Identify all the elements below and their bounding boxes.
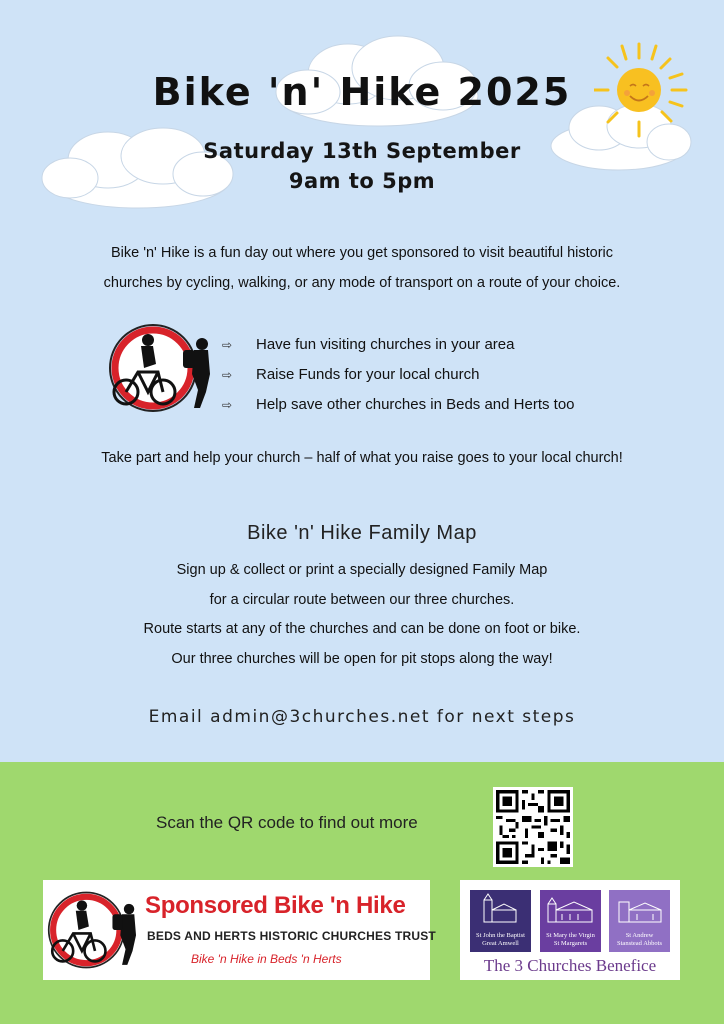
church-icon (470, 890, 531, 930)
list-item (222, 390, 575, 420)
intro-line: Bike 'n' Hike is a fun day out where you get sponsored to visit beautiful historic (110, 245, 614, 261)
church-icon (540, 890, 601, 930)
map-line: Route starts at any of the churches and can be done on foot or bike. (143, 621, 581, 637)
church-name: St Mary the Virgin (546, 932, 595, 939)
three-churches-logo (460, 880, 680, 980)
church-place: St Margarets (553, 940, 588, 947)
event-time: 9am to 5pm (288, 169, 436, 193)
benefice-name: The 3 Churches Benefice (483, 956, 657, 975)
bike-hike-trust-logo (43, 880, 436, 980)
arrow-right-icon: ⇨ (222, 398, 233, 412)
list-item (222, 330, 575, 360)
church-name: St John the Baptist (476, 932, 525, 939)
map-line: for a circular route between our three churches. (209, 591, 515, 608)
church-name: St Andrew (625, 932, 654, 939)
arrow-right-icon: ⇨ (222, 368, 233, 382)
church-icon (609, 890, 670, 930)
church-tile (540, 890, 601, 952)
email-contact[interactable]: Email admin@3churches.net for next steps (148, 707, 576, 727)
poster-title: Bike 'n' Hike 2025 (152, 70, 572, 114)
benefits-list (222, 330, 575, 420)
logo-title: Sponsored Bike 'n Hike (145, 892, 406, 919)
church-tile (609, 890, 670, 952)
intro-line: churches by cycling, walking, or any mode of transport on a route of your choice. (103, 275, 621, 291)
map-line: Our three churches will be open for pit stops along the way! (171, 650, 553, 667)
arrow-right-icon: ⇨ (222, 338, 233, 352)
family-map-description (0, 556, 724, 674)
logo-subtitle: BEDS AND HERTS HISTORIC CHURCHES TRUST (147, 929, 436, 943)
list-item (222, 360, 575, 390)
qr-code-icon[interactable] (493, 787, 573, 867)
map-line: Sign up & collect or print a specially designed Family Map (176, 562, 548, 578)
intro-paragraph (40, 238, 684, 298)
bike-hike-small-logo-icon (47, 884, 143, 976)
event-datetime (0, 136, 724, 196)
family-map-title: Bike 'n' Hike Family Map (247, 522, 477, 544)
church-place: Stanstead Abbots (617, 940, 662, 947)
church-tile (470, 890, 531, 952)
event-date: Saturday 13th September (203, 139, 521, 163)
list-item-text: Raise Funds for your local church (256, 366, 480, 383)
bike-hike-logo-icon (108, 322, 218, 414)
church-place: Great Amwell (482, 940, 519, 947)
list-item-text: Help save other churches in Beds and Herts too (256, 396, 575, 413)
take-part-text: Take part and help your church – half of what you raise goes to your local church! (101, 450, 623, 466)
list-item-text: Have fun visiting churches in your area (256, 336, 515, 353)
logo-tagline: Bike 'n Hike in Beds 'n Herts (191, 952, 342, 966)
qr-instruction: Scan the QR code to find out more (156, 813, 418, 832)
